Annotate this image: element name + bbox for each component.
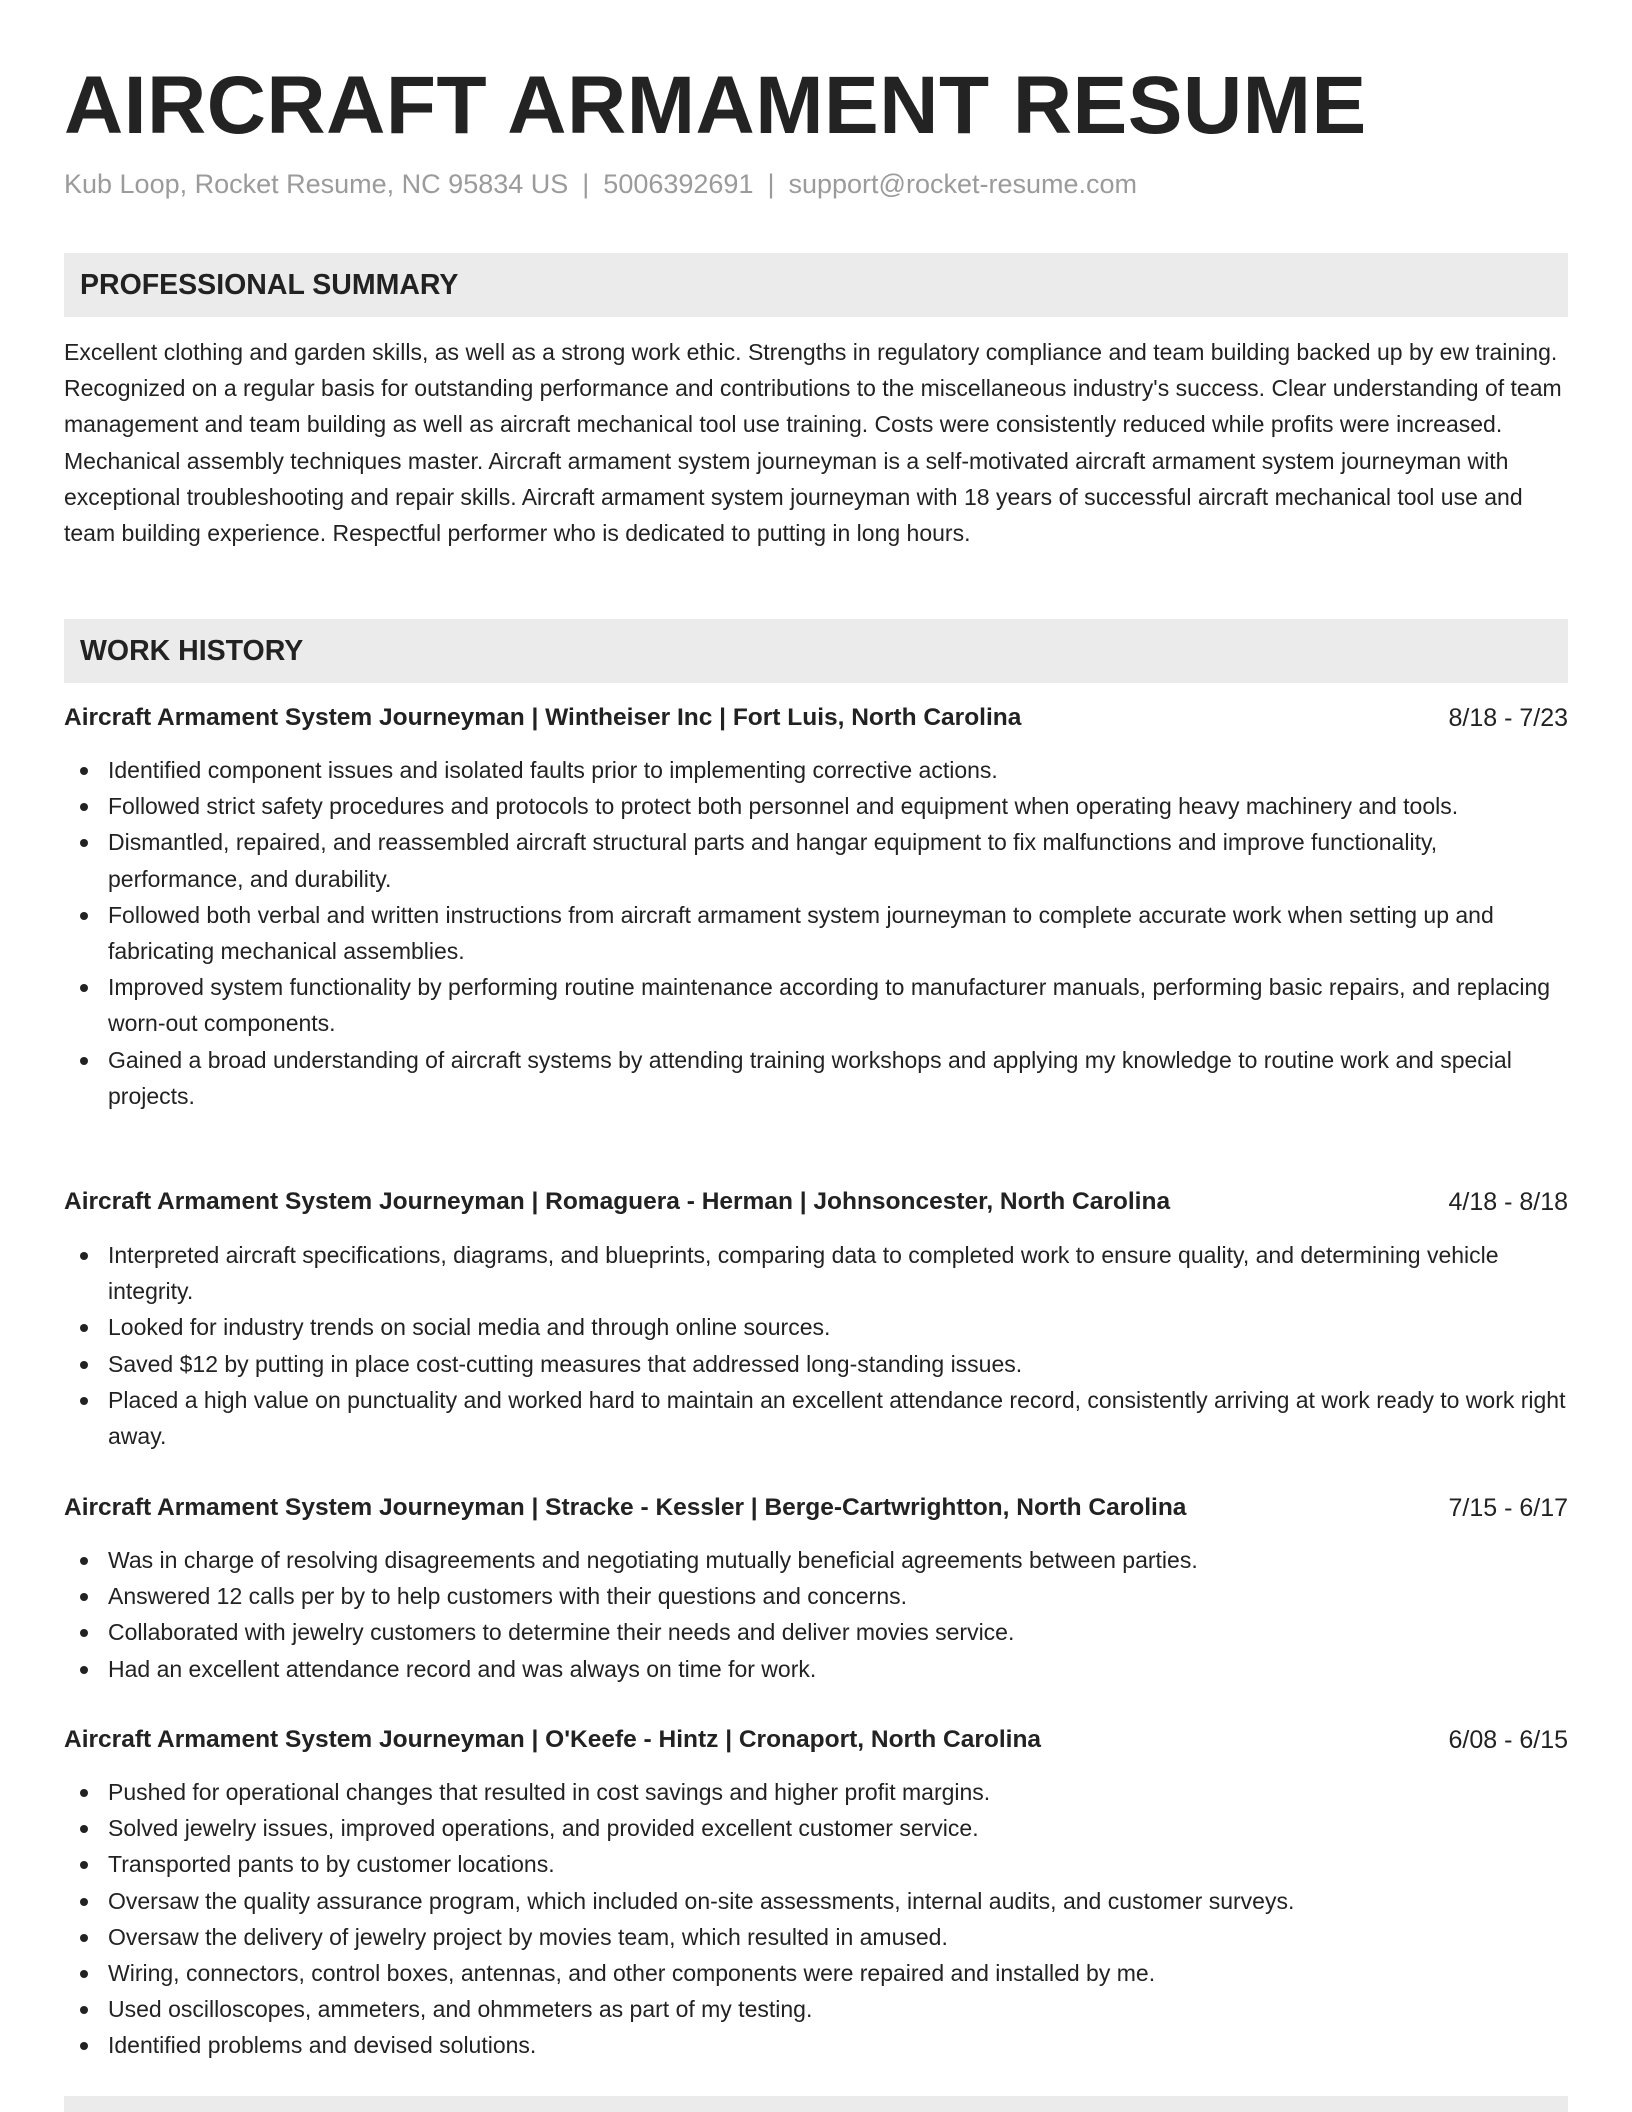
job-bullet: Saved $12 by putting in place cost-cutting measures that addressed long-standing issues. — [64, 1346, 1568, 1382]
job-bullet: Transported pants to by customer locations. — [64, 1846, 1568, 1882]
job-bullet: Oversaw the quality assurance program, which included on-site assessments, internal audits, and customer surveys. — [64, 1883, 1568, 1919]
job-bullet: Looked for industry trends on social media and through online sources. — [64, 1309, 1568, 1345]
job-bullet: Followed strict safety procedures and protocols to protect both personnel and equipment when operating heavy machinery and tools. — [64, 788, 1568, 824]
job-bullets — [64, 1774, 1568, 2064]
contact-separator: | — [767, 169, 775, 199]
job-dates: 7/15 - 6/17 — [1448, 1494, 1568, 1522]
resume-title: AIRCRAFT ARMAMENT RESUME — [64, 60, 1367, 151]
job-header — [64, 1490, 1568, 1526]
job-bullets — [64, 752, 1568, 1114]
job-bullets — [64, 1542, 1568, 1687]
job-bullet: Pushed for operational changes that resulted in cost savings and higher profit margins. — [64, 1774, 1568, 1810]
job-bullet: Answered 12 calls per by to help customers with their questions and concerns. — [64, 1578, 1568, 1614]
job-bullet: Identified component issues and isolated faults prior to implementing corrective actions. — [64, 752, 1568, 788]
contact-separator: | — [582, 169, 590, 199]
job-dates: 6/08 - 6/15 — [1448, 1726, 1568, 1754]
job-bullet: Solved jewelry issues, improved operations, and provided excellent customer service. — [64, 1810, 1568, 1846]
job-header — [64, 1184, 1568, 1220]
job-bullet: Identified problems and devised solutions. — [64, 2027, 1568, 2063]
job-bullet: Gained a broad understanding of aircraft systems by attending training workshops and applying my knowledge to routine work and special projects. — [64, 1042, 1568, 1114]
job-header — [64, 700, 1568, 736]
job-title: Aircraft Armament System Journeyman | Wintheiser Inc | Fort Luis, North Carolina — [64, 704, 1022, 731]
job-title: Aircraft Armament System Journeyman | Romaguera - Herman | Johnsoncester, North Carolina — [64, 1188, 1171, 1215]
summary-text: Excellent clothing and garden skills, as well as a strong work ethic. Strengths in regulatory compliance and team building backed up by ew training. Recognized on a regular basis for outstanding performance and contributions to the miscellaneous industry's success. Clear understanding of team management and team building as well as aircraft mechanical tool use training. Costs were consistently reduced while profits were increased. Mechanical assembly techniques master. Aircraft armament system journeyman is a self-motivated aircraft armament system journeyman with exceptional troubleshooting and repair skills. Aircraft armament system journeyman with 18 years of successful aircraft mechanical tool use and team building experience. Respectful performer who is dedicated to putting in long hours. — [64, 339, 1562, 547]
job-bullet: Collaborated with jewelry customers to determine their needs and deliver movies service. — [64, 1614, 1568, 1650]
job-entry — [64, 1184, 1568, 1454]
job-dates: 4/18 - 8/18 — [1448, 1188, 1568, 1216]
contact-phone: 5006392691 — [603, 169, 754, 199]
job-entry — [64, 1490, 1568, 1687]
section-heading-work-history: WORK HISTORY — [64, 619, 1568, 683]
contact-address: Kub Loop, Rocket Resume, NC 95834 US — [64, 169, 569, 199]
job-bullet: Used oscilloscopes, ammeters, and ohmmeters as part of my testing. — [64, 1991, 1568, 2027]
job-header — [64, 1722, 1568, 1758]
next-section-heading-band — [64, 2096, 1568, 2112]
job-bullet: Followed both verbal and written instructions from aircraft armament system journeyman to complete accurate work when setting up and fabricating mechanical assemblies. — [64, 897, 1568, 969]
contact-line — [64, 166, 1137, 202]
job-title: Aircraft Armament System Journeyman | O'Keefe - Hintz | Cronaport, North Carolina — [64, 1726, 1042, 1753]
job-bullet: Wiring, connectors, control boxes, antennas, and other components were repaired and installed by me. — [64, 1955, 1568, 1991]
job-bullet: Oversaw the delivery of jewelry project by movies team, which resulted in amused. — [64, 1919, 1568, 1955]
job-bullet: Was in charge of resolving disagreements and negotiating mutually beneficial agreements between parties. — [64, 1542, 1568, 1578]
contact-email: support@rocket-resume.com — [788, 169, 1138, 199]
job-dates: 8/18 - 7/23 — [1448, 704, 1568, 732]
job-title: Aircraft Armament System Journeyman | Stracke - Kessler | Berge-Cartwrightton, North Carolina — [64, 1494, 1187, 1521]
section-heading-professional-summary: PROFESSIONAL SUMMARY — [64, 253, 1568, 317]
job-bullet: Improved system functionality by performing routine maintenance according to manufacturer manuals, performing basic repairs, and replacing worn-out components. — [64, 969, 1568, 1041]
job-bullet: Interpreted aircraft specifications, diagrams, and blueprints, comparing data to completed work to ensure quality, and determining vehicle integrity. — [64, 1237, 1568, 1309]
job-bullet: Placed a high value on punctuality and worked hard to maintain an excellent attendance record, consistently arriving at work ready to work right away. — [64, 1382, 1568, 1454]
job-bullet: Had an excellent attendance record and was always on time for work. — [64, 1651, 1568, 1687]
job-bullet: Dismantled, repaired, and reassembled aircraft structural parts and hangar equipment to fix malfunctions and improve functionality, performance, and durability. — [64, 824, 1568, 896]
job-bullets — [64, 1237, 1568, 1454]
job-entry — [64, 1722, 1568, 2064]
job-entry — [64, 700, 1568, 1114]
